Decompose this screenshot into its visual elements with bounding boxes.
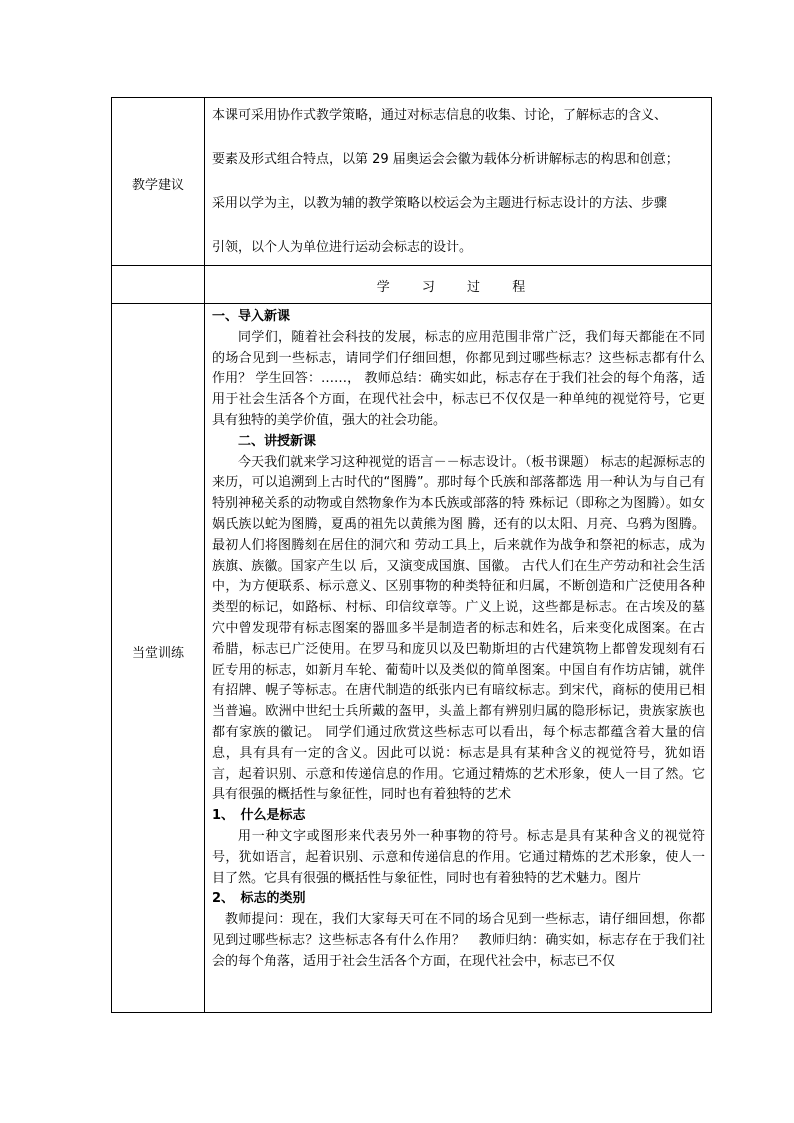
row-learning-process — [112, 266, 711, 303]
row-in-class-training — [112, 304, 711, 1012]
row-label-teaching-suggestion: 教学建议 — [131, 178, 184, 193]
section-heading-new-lesson: 二、讲授新课 — [238, 433, 317, 449]
lesson-body — [212, 307, 705, 973]
section-heading-logo-types: 2、 标志的类别 — [212, 891, 306, 907]
new-lesson-paragraph: 今天我们就来学习这种视觉的语言－－标志设计。（板书课题） 标志的起源标志的来历，可以追溯到上古时代的“图腾”。那时每个氏族和部落都选 用一种认为与自己有特别神秘关系的动物或自然物象作为本氏族或部落的特 殊标记（即称之为图腾）。如女娲氏族以蛇为图腾，夏禹的祖先以黄熊为图 腾，还有的以太阳、月亮、乌鸦为图腾。最初人们将图腾刻在居住的洞穴和 劳动工具上，后来就作为战争和祭祀的标志，成为族旗、族徽。国家产生以 后，又演变成国旗、国徽。 古代人们在生产劳动和社会生活中，为方便联系、标示意义、区别事物的种类特征和归属，不断创造和广泛使用各种类型的标记，如路标、村标、印信纹章等。广义上说，这些都是标志。在古埃及的墓穴中曾发现带有标志图案的器皿多半是制造者的标志和姓名，后来变化成图案。在古希腊，标志已广泛使用。在罗马和庞贝以及巴勒斯坦的古代建筑物上都曾发现刻有石匠专用的标志，如新月车轮、葡萄叶以及类似的简单图案。中国自有作坊店铺，就伴有招牌、幌子等标志。在唐代制造的纸张内已有暗纹标志。到宋代，商标的使用已相当普遍。欧洲中世纪士兵所戴的盔甲，头盖上都有辨别归属的隐形标记，贵族家族也都有家族的徽记。 同学们通过欣赏这些标志可以看出，每个标志都蕴含着大量的信息，具有具有一定的含义。因此可以说：标志是具有某种含义的视觉符号，犹如语言，起着识别、示意和传递信息的作用。它通过精炼的艺术形象，使人一目了然。它具有很强的概括性与象征性，同时也有着独特的艺术 — [212, 454, 705, 803]
row-label-in-class-training: 当堂训练 — [131, 646, 184, 661]
logo-types-paragraph: 教师提问：现在，我们大家每天可在不同的场合见到一些标志，请仔细回想，你都见到过哪些标志？这些标志各有什么作用？ 教师归纳：确实如，标志存在于我们社会的每个角落，适用于社会生活各个方面，在现代社会中，标志已不仅 — [212, 912, 705, 969]
teaching-suggestion-text — [212, 107, 705, 283]
section-heading-intro: 一、导入新课 — [212, 309, 291, 324]
section-heading-what-is-logo: 1、 什么是标志 — [212, 808, 306, 824]
suggestion-line-2: 要素及形式组合特点，以第 29 届奥运会会徽为载体分析讲解标志的构思和创意； — [212, 152, 679, 167]
row-teaching-suggestion — [112, 98, 711, 265]
learning-process-title: 学 习 过 程 — [376, 280, 540, 295]
suggestion-line-3: 采用以学为主，以教为辅的教学策略以校运会为主题进行标志设计的方法、步骤 — [212, 196, 668, 211]
suggestion-line-1: 本课可采用协作式教学策略，通过对标志信息的收集、讨论，了解标志的含义、 — [212, 108, 668, 123]
intro-paragraph: 同学们，随着社会科技的发展，标志的应用范围非常广泛，我们每天都能在不同的场合见到一些标志，请同学们仔细回想，你都见到过哪些标志？这些标志都有什么作用？ 学生回答：……， 教师总结：确实如此，标志存在于我们社会的每个角落，适用于社会生活各个方面，在现代社会中，标志已不仅仅是一种单纯的视觉符号，它更具有独特的美学价值，强大的社会功能。 — [212, 329, 705, 428]
what-is-logo-paragraph: 用一种文字或图形来代表另外一种事物的符号。标志是具有某种含义的视觉符号，犹如语言，起着识别、示意和传递信息的作用。它通过精炼的艺术形象，使人一目了然。它具有很强的概括性与象征性，同时也有着独特的艺术魅力。图片 — [212, 828, 705, 886]
lesson-table — [111, 97, 712, 1013]
suggestion-line-4: 引领，以个人为单位进行运动会标志的设计。 — [212, 240, 473, 255]
